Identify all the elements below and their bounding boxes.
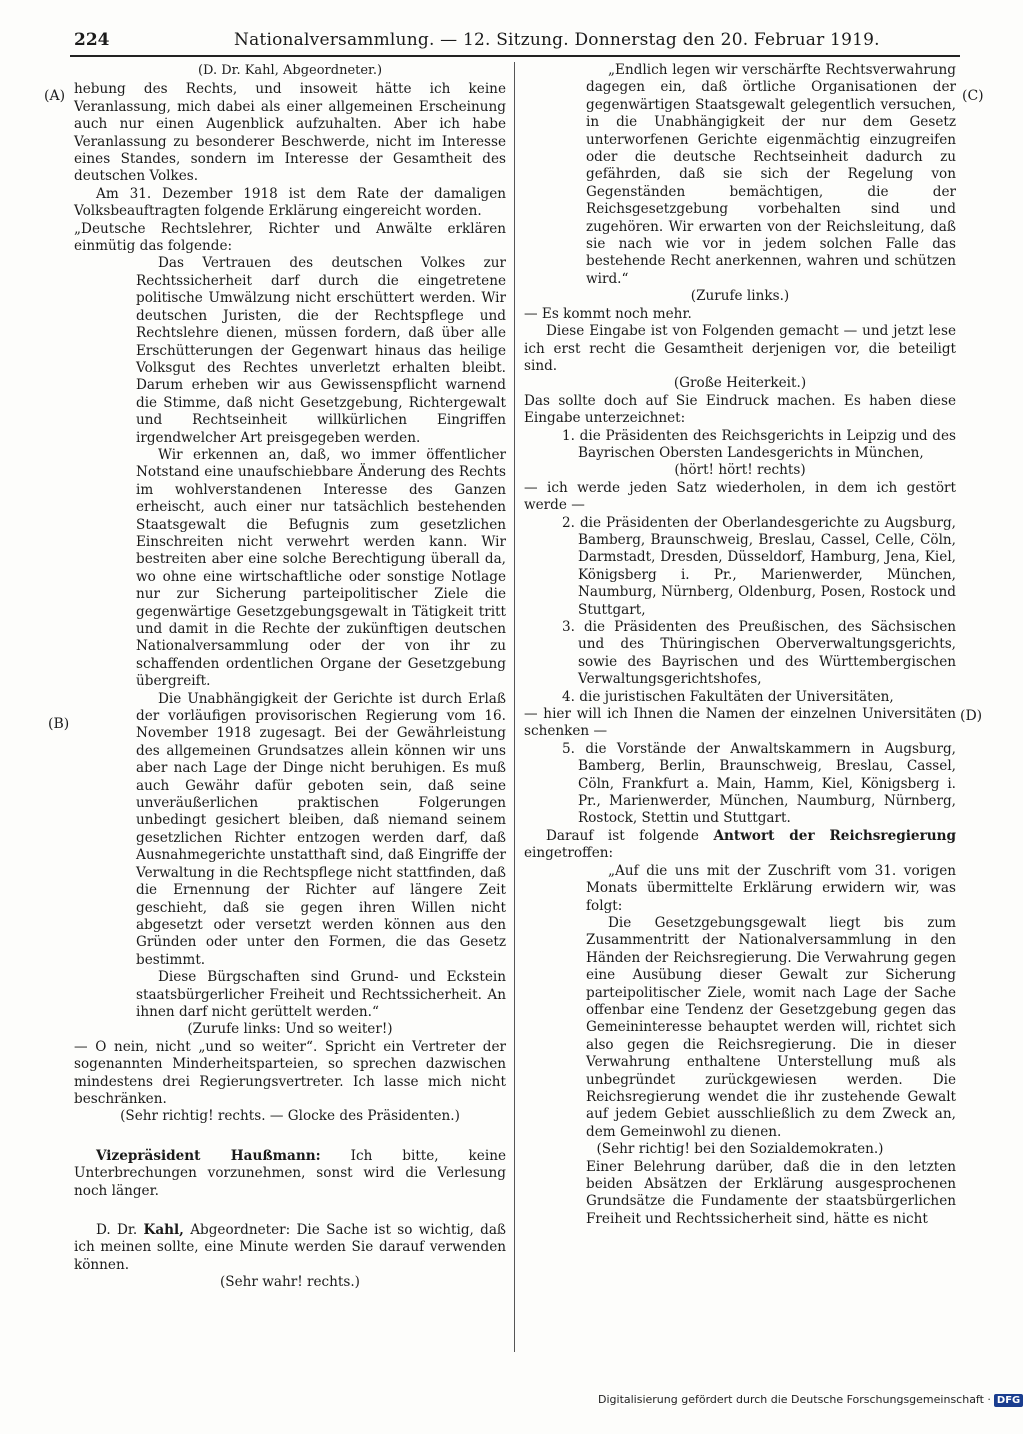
margin-marker-b: (B) [48,716,70,732]
paragraph: Das sollte doch auf Sie Eindruck machen. Es haben diese Eingabe unterzeichnet: [524,392,956,427]
signatory-list [524,428,956,463]
quote-paragraph: Das Vertrauen des deutschen Volkes zur Rechtssicherheit darf durch die eingetretene politische Umwälzung nicht erschüttert werden. Wir deutschen Juristen, die der Rechtspflege und Rechtslehre dienen, müssen fordern, daß über alle Erschütterungen der Gegenwart hinaus das heilige Volksgut des Rechtes unverletzt erhalten bleibt. Darum erheben wir aus Gewissenspflicht warnend die Stimme, daß nicht Gesetzgebung, Richtergewalt und Rechtseinheit willkürlichen Eingriffen irgendwelcher Art preisgegeben werden. [136,255,506,446]
speech-text: Abgeordneter: Die Sache ist so wichtig, daß ich meinen sollte, eine Minute werden Sie darauf verwenden können. [74,1222,507,1273]
emphasis-text: Antwort der Reichsregierung [713,827,956,844]
signatory-list [524,515,956,706]
interjection: (Sehr wahr! rechts.) [220,1274,360,1291]
quote-paragraph: „Auf die uns mit der Zuschrift vom 31. vorigen Monats übermittelte Erklärung erwidern wir, was folgt: [586,862,956,914]
list-item: 2. die Präsidenten der Oberlandesgerichte zu Augsburg, Bamberg, Braunschweig, Breslau, Cassel, Celle, Cöln, Darmstadt, Dresden, Düsseldorf, Hamburg, Jena, Kiel, Königsberg i. Pr., Marienwerder, München, Naumburg, Nürnberg, Oldenburg, Posen, Rostock und Stuttgart, [562,514,956,618]
credit-text: Digitalisierung gefördert durch die Deutsche Forschungsgemeinschaft · [598,1393,991,1406]
speaker-paragraph [74,1148,506,1200]
paragraph-text: Darauf ist folgende [546,827,714,844]
speaker-name: Vizepräsident Haußmann: [96,1147,321,1164]
quote-paragraph: Wir erkennen an, daß, wo immer öffentlicher Notstand eine unaufschiebbare Änderung des Rechts im wohlverstandenen Interesse des Ganzen erheischt, auch einer nur tatsächlich bestehenden Staatsgewalt die Befugnis zum gesetzlichen Einschreiten nicht verwehrt werden kann. Wir bestreiten aber eine solche Berechtigung überall da, wo ohne eine wirtschaftliche oder sonstige Notlage nur zur Sicherung parteipolitischer Ziele die gegenwärtige Gesetzgebungsgewalt in Tätigkeit tritt und damit in die Rechte der zukünftigen deutschen Nationalversammlung oder der von ihr zu schaffenden ordentlichen Organe der Gesetzgebung übergreift. [136,446,506,690]
interjection: (hört! hört! rechts) [674,462,806,479]
paragraph: Diese Eingabe ist von Folgenden gemacht — und jetzt lese ich erst recht die Gesamtheit derjenigen vor, die beteiligt sind. [524,323,956,374]
quote-paragraph: „Endlich legen wir verschärfte Rechtsverwahrung dagegen ein, daß örtliche Organisationen der gegenwärtigen Staatsgewalt gelegentlich versuchen, in die Unabhängigkeit der nur dem Gesetz unterworfenen Gerichte eigenmächtig einzugreifen oder die deutsche Rechtseinheit dadurch zu gefährden, daß sie sich der Regelung von Gegenständen bemächtigen, die der Reichsgesetzgebung vorbehalten sind und zugehören. Wir erwarten von der Reichsleitung, daß sie nach wie vor in jedem solchen Falle das bestehende Recht anerkennen, wahren und schützen wird.“ [586,62,956,287]
paragraph-text: eingetroffen: [524,845,614,862]
interjection: (Sehr richtig! rechts. — Glocke des Präsidenten.) [120,1108,460,1125]
margin-marker-a: (A) [44,88,66,104]
signatory-list [524,741,956,828]
margin-marker-d: (D) [960,708,983,724]
interjection: (Zurufe links: Und so weiter!) [187,1021,393,1038]
speaker-paragraph [74,1222,506,1274]
interjection: (Sehr richtig! bei den Sozialdemokraten.) [596,1141,884,1158]
list-item: 5. die Vorstände der Anwaltskammern in Augsburg, Bamberg, Berlin, Braunschweig, Breslau, Cassel, Cöln, Frankfurt a. Main, Hamm, Kiel, Königsberg i. Pr., Marienwerder, München, Naumburg, Nürnberg, Rostock, Stettin und Stuttgart. [562,740,956,827]
page-header [74,30,956,56]
quoted-declaration [74,255,506,1021]
interjection: (Große Heiterkeit.) [673,375,807,392]
quote-paragraph: Die Gesetzgebungsgewalt liegt bis zum Zusammentritt der Nationalversammlung in den Händen der Reichsregierung. Die Verwahrung gegen eine Ausübung dieser Gewalt zur Sicherung parteipolitischer Ziele, womit nach Lage der Sache offenbar eine Tendenz der Gesetzgebung gegen das Gemeininteresse behauptet werden will, richtet sich also gegen die Reichsregierung. Die in dieser Verwahrung enthaltene Unterstellung muß als unbegründet zurückgewiesen werden. Die Reichsregierung wendet die ihr zustehende Gewalt auf jedem Gebiet ausschließlich zu dem Zweck an, dem Gemeinwohl zu dienen. [586,914,956,1140]
paragraph: „Deutsche Rechtslehrer, Richter und Anwälte erklären einmütig das folgende: [74,220,506,255]
right-column [524,62,956,1228]
running-title: Nationalversammlung. — 12. Sitzung. Donnerstag den 20. Februar 1919. [234,30,880,50]
quote-paragraph: Einer Belehrung darüber, daß die in den letzten beiden Absätzen der Erklärung ausgesprochenen Grundsätze die Fundamente der staatsbürgerlichen Freiheit und Rechtssicherheit sind, hätte es nicht [586,1158,956,1227]
column-divider [514,62,515,1352]
list-item: 3. die Präsidenten des Preußischen, des Sächsischen und des Thüringischen Oberverwaltungsgerichts, sowie des Bayrischen und des Württembergischen Verwaltungsgerichtshofes, [562,619,956,688]
paragraph [524,828,956,863]
list-item: 4. die juristischen Fakultäten der Universitäten, [562,688,894,705]
quote-paragraph: Diese Bürgschaften sind Grund- und Eckstein staatsbürgerlicher Freiheit und Rechtssicherheit. An ihnen darf nicht gerüttelt werden.“ [136,969,506,1020]
speaker-title: D. Dr. [96,1222,144,1238]
paragraph: — hier will ich Ihnen die Namen der einzelnen Universitäten schenken — [524,706,956,740]
paragraph: Am 31. Dezember 1918 ist dem Rate der damaligen Volksbeauftragten folgende Erklärung eingereicht worden. [74,185,506,220]
quoted-declaration [524,62,956,288]
quote-paragraph: Die Unabhängigkeit der Gerichte ist durch Erlaß der vorläufigen provisorischen Regierung vom 16. November 1918 zugesagt. Bei der Gewährleistung des allgemeinen Grundsatzes allein können wir uns aber nach Lage der Dinge nicht beruhigen. Es muß auch Gewähr dafür geboten sein, daß seine unveräußerlichen praktischen Folgerungen unbedingt gesichert bleiben, daß niemand seinem gesetzlichen Richter entzogen werden darf, daß Ausnahmegerichte unstatthaft sind, daß Eingriffe der Verwaltung in die Rechtspflege nicht stattfinden, daß die Ernennung der Richter auf längere Zeit geschieht, daß sie gegen ihren Willen nicht abgesetzt oder versetzt werden können aus den Gründen oder unter den Formen, die das Gesetz bestimmt. [136,690,507,968]
paragraph: — O nein, nicht „und so weiter“. Spricht ein Vertreter der sogenannten Minderheitsparteien, so sprechen dazwischen mindestens drei Regierungsvertreter. Ich lasse mich nicht beschränken. [74,1038,506,1107]
margin-marker-c: (C) [962,88,984,104]
page-number: 224 [74,30,110,50]
paragraph: hebung des Rechts, und insoweit hätte ich keine Veranlassung, mich dabei als einer allgemeinen Erscheinung auch nur einen Augenblick aufzuhalten. Aber ich habe Veranlassung zu besonderer Beschwerde, nicht im Interesse eines Standes, sondern im Interesse der Gesamtheit des deutschen Volkes. [74,81,506,185]
quoted-reply [524,863,956,1142]
quoted-reply [524,1159,956,1229]
list-item: 1. die Präsidenten des Reichsgerichts in Leipzig und des Bayrischen Obersten Landesgerichts in München, [562,427,956,461]
paragraph: — Es kommt noch mehr. [524,305,692,322]
speaker-name: Kahl, [143,1222,184,1238]
speech-text: Ich bitte, keine Unterbrechungen vorzunehmen, sonst wird die Verlesung noch länger. [74,1147,506,1199]
header-rule [70,55,960,57]
digitization-credit [598,1393,1023,1407]
speaker-attribution: (D. Dr. Kahl, Abgeordneter.) [197,63,383,78]
left-column [74,62,506,1292]
interjection: (Zurufe links.) [690,288,790,305]
paragraph: — ich werde jeden Satz wiederholen, in dem ich gestört werde — [524,479,956,514]
dfg-logo: DFG [994,1394,1023,1407]
